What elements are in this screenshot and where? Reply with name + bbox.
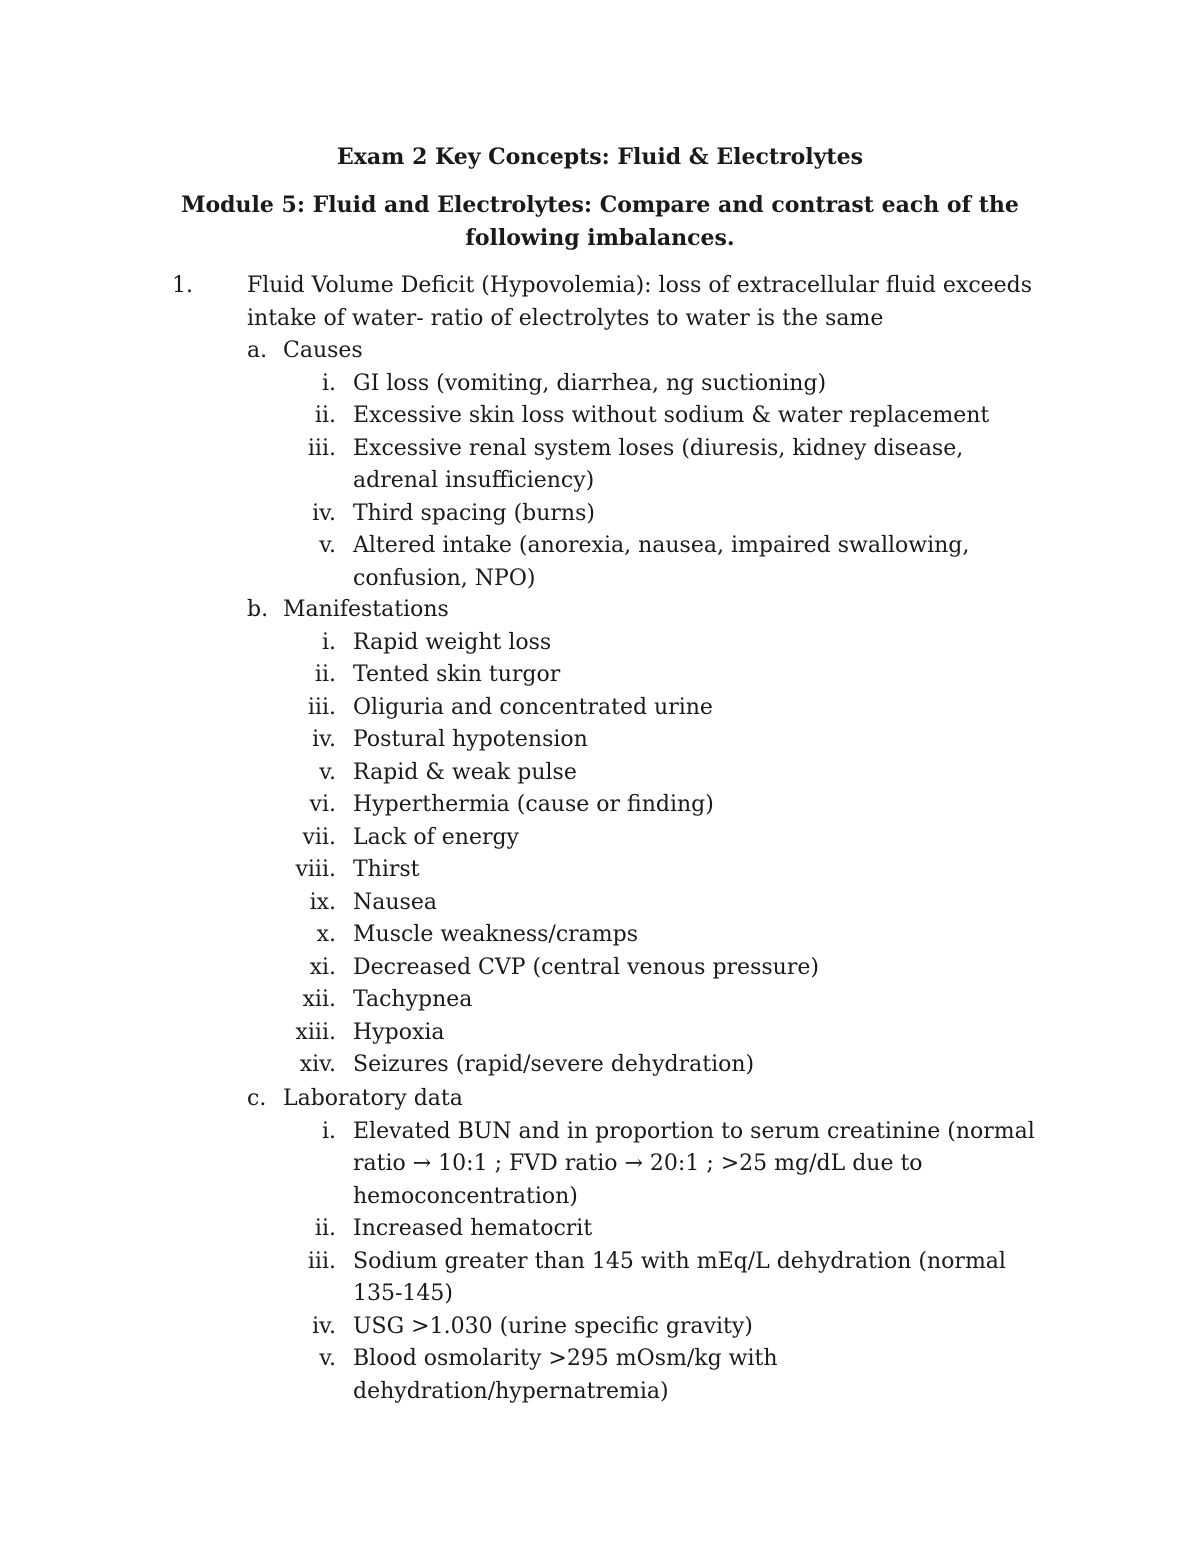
item-text: Excessive skin loss without sodium & water replacement	[353, 403, 990, 428]
item-text: Decreased CVP (central venous pressure)	[353, 954, 819, 980]
list-item	[0, 368, 1200, 401]
list-item	[0, 1017, 1200, 1050]
roman-numeral: vi.	[309, 792, 336, 817]
list-item	[0, 757, 1200, 790]
roman-numeral: xii.	[302, 987, 336, 1012]
list-item	[0, 919, 1200, 952]
roman-numeral: v.	[319, 759, 336, 785]
roman-numeral: ix.	[309, 889, 336, 915]
list-number: 1.	[172, 273, 193, 298]
section-letter: a.	[247, 338, 268, 363]
list-item	[0, 984, 1200, 1017]
list-item	[0, 627, 1200, 660]
roman-numeral: ii.	[314, 1216, 336, 1241]
list-item	[0, 724, 1200, 757]
section-manifestations	[0, 594, 1200, 1082]
item-text: Blood osmolarity >295 mOsm/kg with dehydration/hypernatremia)	[353, 1346, 778, 1404]
list-item	[0, 789, 1200, 822]
roman-numeral: xi.	[309, 954, 336, 980]
list-item-text: Fluid Volume Deficit (Hypovolemia): loss of extracellular fluid exceeds intake of water- ratio of electrolytes to water is the same	[247, 273, 1033, 331]
item-text: Postural hypotension	[353, 727, 588, 752]
item-text: Excessive renal system loses (diuresis, kidney disease, adrenal insufficiency)	[353, 435, 964, 493]
list-item	[0, 822, 1200, 855]
list-item	[0, 692, 1200, 725]
item-text: Tented skin turgor	[353, 662, 561, 687]
roman-numeral: vii.	[302, 824, 336, 850]
list-item	[0, 1213, 1200, 1246]
document-title: Exam 2 Key Concepts: Fluid & Electrolytes	[337, 144, 863, 170]
list-item	[0, 433, 1200, 498]
section-laboratory-data	[0, 1083, 1200, 1408]
roman-numeral: i.	[321, 370, 336, 396]
item-text: Increased hematocrit	[353, 1216, 593, 1241]
item-text: Elevated BUN and in proportion to serum creatinine (normal ratio → 10:1 ; FVD ratio → 20:1 ; >25 mg/dL due to hemoconcentration)	[353, 1118, 1035, 1209]
item-text: Altered intake (anorexia, nausea, impaired swallowing, confusion, NPO)	[353, 533, 970, 591]
section-label: Causes	[283, 338, 363, 363]
item-text: Oliguria and concentrated urine	[353, 694, 713, 720]
roman-numeral: i.	[321, 629, 336, 655]
list-item	[0, 1049, 1200, 1082]
item-text: Rapid & weak pulse	[353, 759, 577, 785]
section-letter: b.	[247, 597, 269, 622]
list-item	[0, 952, 1200, 985]
item-text: Muscle weakness/cramps	[353, 922, 639, 947]
roman-numeral: i.	[321, 1118, 336, 1144]
roman-numeral: ii.	[314, 403, 336, 428]
roman-numeral: v.	[319, 533, 336, 558]
item-text: Thirst	[353, 857, 420, 882]
list-item	[0, 1343, 1200, 1408]
roman-numeral: xiv.	[299, 1052, 336, 1077]
roman-numeral: x.	[316, 922, 336, 947]
roman-numeral: iii.	[307, 1248, 336, 1274]
item-text: Hyperthermia (cause or finding)	[353, 792, 714, 817]
section-label: Manifestations	[283, 597, 449, 622]
item-text: Lack of energy	[353, 824, 519, 850]
roman-numeral: iii.	[307, 694, 336, 720]
section-label: Laboratory data	[283, 1086, 463, 1111]
roman-numeral: xiii.	[295, 1019, 336, 1045]
roman-numeral: iii.	[307, 435, 336, 461]
list-item	[0, 887, 1200, 920]
section-letter: c.	[247, 1086, 267, 1111]
roman-numeral: v.	[319, 1346, 336, 1371]
item-text: Nausea	[353, 889, 437, 915]
roman-numeral: ii.	[314, 662, 336, 687]
roman-numeral: iv.	[312, 500, 336, 526]
item-text: GI loss (vomiting, diarrhea, ng suctioning)	[353, 370, 827, 396]
module-heading: Module 5: Fluid and Electrolytes: Compare and contrast each of the following imbalances.	[181, 192, 1019, 251]
list-item	[0, 400, 1200, 433]
list-item	[0, 530, 1200, 595]
item-text: USG >1.030 (urine specific gravity)	[353, 1313, 753, 1339]
item-text: Seizures (rapid/severe dehydration)	[353, 1052, 755, 1077]
item-text: Rapid weight loss	[353, 629, 552, 655]
section-causes	[0, 335, 1200, 595]
list-item	[0, 1311, 1200, 1344]
roman-numeral: iv.	[312, 1313, 336, 1339]
list-item	[0, 498, 1200, 531]
item-text: Hypoxia	[353, 1019, 445, 1045]
item-text: Third spacing (burns)	[353, 500, 595, 526]
roman-numeral: viii.	[295, 857, 336, 882]
list-item	[0, 1116, 1200, 1214]
list-item	[0, 659, 1200, 692]
roman-numeral: iv.	[312, 727, 336, 752]
item-text: Tachypnea	[353, 987, 473, 1012]
list-item	[0, 854, 1200, 887]
item-text: Sodium greater than 145 with mEq/L dehydration (normal 135-145)	[353, 1248, 1006, 1306]
list-item	[0, 1246, 1200, 1311]
